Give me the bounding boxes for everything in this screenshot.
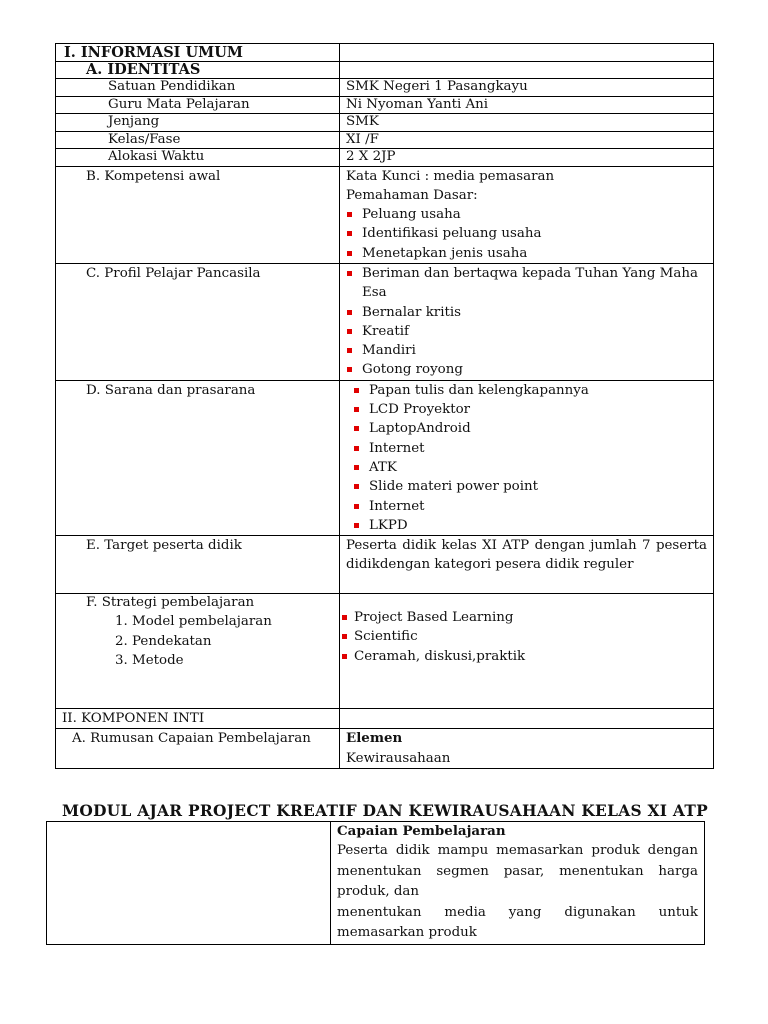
- identitas-value: Ni Nyoman Yanti Ani: [340, 96, 714, 114]
- list-item: LaptopAndroid: [346, 419, 707, 438]
- identitas-label: Guru Mata Pelajaran: [56, 96, 340, 114]
- identitas-label: Kelas/Fase: [56, 131, 340, 149]
- list-item: Ceramah, diskusi,praktik: [346, 647, 707, 666]
- identitas-value: XI /F: [340, 131, 714, 149]
- capaian-table: [46, 821, 705, 945]
- list-item: Internet: [346, 439, 707, 458]
- list-item: Menetapkan jenis usaha: [346, 244, 707, 263]
- list-item: Internet: [346, 497, 707, 516]
- strategi-sublist: [86, 612, 333, 670]
- strategi-label: F. Strategi pembelajaran: [86, 595, 255, 611]
- identitas-heading: A. IDENTITAS: [56, 62, 340, 79]
- kompetensi-list: [346, 205, 707, 263]
- identitas-label: Alokasi Waktu: [56, 149, 340, 167]
- sarana-cell: [340, 380, 714, 535]
- list-item: Identifikasi peluang usaha: [346, 224, 707, 243]
- capaian-text: menentukan media yang digunakan untuk memasarkan produk: [337, 904, 698, 941]
- list-item: 3. Metode: [132, 651, 333, 670]
- section-heading-informasi-umum: I. INFORMASI UMUM: [56, 44, 340, 62]
- strategi-cell: [56, 594, 340, 709]
- strategi-list: [346, 608, 707, 666]
- list-item: 2. Pendekatan: [132, 632, 333, 651]
- identitas-label: Jenjang: [56, 114, 340, 132]
- list-item: Gotong royong: [346, 360, 707, 379]
- list-item: Bernalar kritis: [346, 303, 707, 322]
- profil-pelajar-cell: [340, 263, 714, 380]
- list-item: LCD Proyektor: [346, 400, 707, 419]
- kata-kunci: Kata Kunci : media pemasaran: [346, 168, 555, 184]
- list-item: Beriman dan bertaqwa kepada Tuhan Yang Maha Esa: [346, 264, 707, 303]
- elemen-label: Elemen: [346, 730, 403, 747]
- section-heading-komponen-inti: II. KOMPONEN INTI: [56, 709, 340, 729]
- info-umum-table: [55, 43, 714, 769]
- kompetensi-awal-cell: [340, 166, 714, 263]
- list-item: Scientific: [346, 627, 707, 646]
- list-item: Project Based Learning: [346, 608, 707, 627]
- capaian-label: Capaian Pembelajaran: [337, 823, 506, 839]
- elemen-cell: [340, 729, 714, 769]
- list-item: 1. Model pembelajaran: [132, 612, 333, 631]
- list-item: Slide materi power point: [346, 477, 707, 496]
- strategi-items-cell: [340, 594, 714, 709]
- identitas-value: 2 X 2JP: [340, 149, 714, 167]
- elemen-value: Kewirausahaan: [346, 750, 451, 766]
- capaian-cell: [331, 822, 705, 945]
- list-item: Papan tulis dan kelengkapannya: [346, 381, 707, 400]
- pemahaman-dasar: Pemahaman Dasar:: [346, 187, 478, 203]
- sarana-label: D. Sarana dan prasarana: [56, 380, 340, 535]
- list-item: LKPD: [346, 516, 707, 535]
- profil-pelajar-label: C. Profil Pelajar Pancasila: [56, 263, 340, 380]
- page-title: MODUL AJAR PROJECT KREATIF DAN KEWIRAUSAHAAN KELAS XI ATP: [62, 802, 708, 820]
- list-item: Kreatif: [346, 322, 707, 341]
- list-item: ATK: [346, 458, 707, 477]
- identitas-label: Satuan Pendidikan: [56, 79, 340, 97]
- list-item: Peluang usaha: [346, 205, 707, 224]
- kompetensi-awal-label: B. Kompetensi awal: [56, 166, 340, 263]
- sarana-list: [346, 381, 707, 535]
- rumusan-label: A. Rumusan Capaian Pembelajaran: [56, 729, 340, 769]
- list-item: Mandiri: [346, 341, 707, 360]
- identitas-value: SMK: [340, 114, 714, 132]
- capaian-text: Peserta didik mampu memasarkan produk dengan menentukan segmen pasar, menentukan harga produk, dan: [337, 843, 698, 900]
- identitas-value: SMK Negeri 1 Pasangkayu: [340, 79, 714, 97]
- profil-list: [346, 264, 707, 380]
- target-label: E. Target peserta didik: [56, 536, 340, 594]
- target-text: Peserta didik kelas XI ATP dengan jumlah 7 peserta didikdengan kategori pesera didik reguler: [340, 536, 714, 594]
